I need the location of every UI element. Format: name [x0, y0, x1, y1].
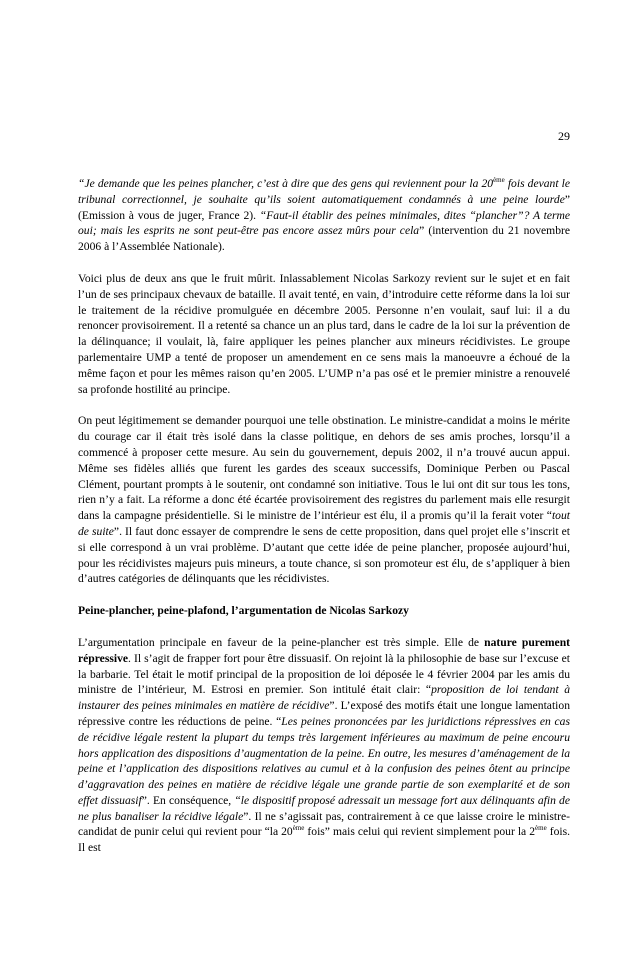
body-text: ”. L’exposé des motifs était une longue lamentation répressive contre les réductions de peine. “	[78, 699, 570, 728]
paragraph	[78, 635, 570, 856]
paragraph: Voici plus de deux ans que le fruit mûrit. Inlassablement Nicolas Sarkozy revient sur le sujet et en fait l’un de ses principaux chevaux de bataille. Il avait tenté, en vain, d’introduire cette réforme dans la loi sur le traitement de la récidive promulguée en décembre 2005. Personne n’en voulait, sauf lui: il a du renoncer provisoirement. Il a retenté sa chance un an plus tard, dans le cadre de la loi sur la prévention de la délinquance; il voulait, là, faire appliquer les peines plancher aux mineurs récidivistes. Le groupe parlementaire UMP a tenté de proposer un amendement en ce sens mais la manoeuvre a échoué de la même façon et pour les mêmes raison qu’en 2005. L’UMP n’a pas osé et le premier ministre a renouvelé sa profonde hostilité au principe.	[78, 271, 570, 396]
citation-text: ” (Emission à vous de juger, France 2).	[78, 192, 570, 222]
body-text: . Il s’agit de frapper fort pour être dissuasif. On rejoint là la philosophie de base sur l’excuse et la barbarie. Tel était le motif principal de la proposition de loi déposée le 4 février 2004 par les amis du ministre de l’intérieur, M. Estrosi en premier. Son intitulé était clair: “	[78, 651, 570, 697]
quote-text: “Faut-il établir des peines minimales, dites “plancher”? A terme oui; mais les esprits ne sont peut-être pas encore assez mûrs pour cela	[78, 208, 570, 238]
body-text: ”. Il ne s’agissait pas, contrairement à ce que laisse croire le ministre-candidat de punir celui qui revient pour “la 20	[78, 809, 570, 839]
superscript: ème	[292, 824, 305, 833]
superscript: ème	[493, 176, 505, 184]
paragraph	[78, 413, 570, 587]
body-text: ”. En conséquence,	[141, 793, 235, 807]
bold-text: nature purement répressive	[78, 635, 570, 665]
quote-text: tout de suite	[78, 509, 570, 538]
page-number: 29	[558, 129, 570, 143]
body-text: fois. Il est	[78, 825, 571, 855]
section-heading: Peine-plancher, peine-plafond, l’argumentation de Nicolas Sarkozy	[78, 604, 409, 618]
quote-text: “Je demande que les peines plancher, c’est à dire que des gens qui reviennent pour la 20	[78, 177, 494, 190]
body-text: ”. Il faut donc essayer de comprendre le sens de cette proposition, dans quel projet elle s’inscrit et si elle correspond à un vrai problème. D’autant que cette idée de peine plancher, proposée aujourd’hui, pour les récidivistes majeurs puis mineurs, a toute chance, si son promoteur est élu, de s’appliquer à bien d’autres catégories de délinquants que les récidivistes.	[78, 524, 570, 586]
citation-text: ” (intervention du 21 novembre 2006 à l’Assemblée Nationale).	[78, 224, 570, 254]
body-text: On peut légitimement se demander pourquoi une telle obstination. Le ministre-candidat a moins le mérite du courage car il était très isolé dans la classe politique, en dehors de ses amis proches, lorsqu’il a commencé à proposer cette mesure. Au sein du gouvernement, depuis 2002, il n’a trouvé aucun appui. Même ses fidèles alliés que furent les gardes des sceaux successifs, Dominique Perben ou Pascal Clément, pourtant prompts à le soutenir, ont condamné son initiative. Tous le lui ont dit sur tous les tons, rien n’y a fait. La réforme a donc été écartée provisoirement des registres du parlement mais elle resurgit dans la campagne présidentielle. Si le ministre de l’intérieur est élu, il a promis qu’il la ferait voter “	[78, 414, 570, 523]
body-text: fois” mais celui qui revient simplement pour la 2	[304, 825, 536, 839]
superscript: ème	[535, 824, 547, 833]
body-text: L’argumentation principale en faveur de la peine-plancher est très simple. Elle de	[78, 635, 485, 649]
quote-text: “le dispositif proposé adressait un message fort aux délinquants afin de ne plus banaliser la récidive légale	[78, 793, 570, 823]
quote-text: fois devant le tribunal correctionnel, je souhaite qu’ils soient automatiquement condamnés à une peine lourde	[78, 177, 570, 206]
paragraph-quote	[78, 176, 570, 255]
document-body	[78, 176, 570, 872]
document-page	[78, 0, 570, 957]
quote-text: proposition de loi tendant à instaurer des peines minimales en matière de récidive	[78, 683, 571, 713]
quote-text: Les peines prononcées par les juridictions répressives en cas de récidive légale restent la plupart du temps très largement inférieures au maximum de peine encouru hors application des dispositions d’augmentation de la peine. En outre, les mesures d’aménagement de la peine et l’application des dispositions relatives au cumul et à la confusion des peines ôtent au principe d’aggravation des peines en matière de récidive légale une grande partie de son exemplarité et de son effet dissuasif	[78, 714, 570, 807]
